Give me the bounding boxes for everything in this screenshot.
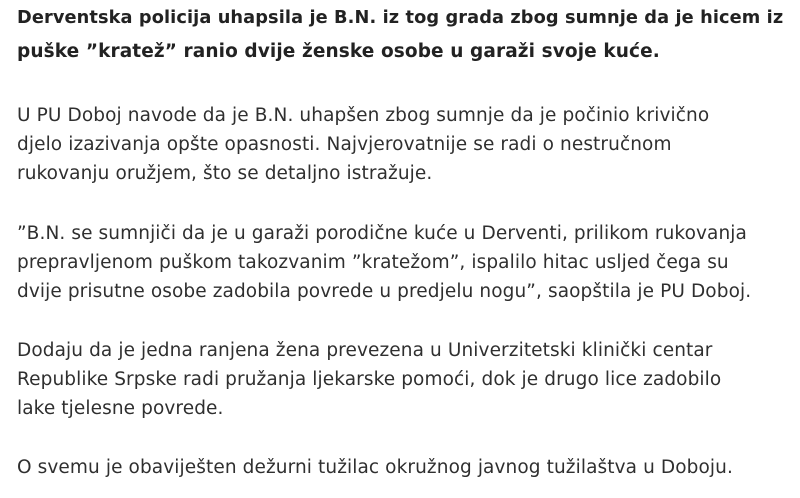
paragraph-line: rukovanju oružjem, što se detaljno istražuje. — [17, 163, 433, 184]
article-lead — [17, 2, 787, 68]
paragraph-line: Dodaju da je jedna ranjena žena prevezena u Univerzitetski klinički centar — [17, 340, 713, 361]
paragraph-line: O svemu je obaviješten dežurni tužilac okružnog javnog tužilaštva u Doboju. — [17, 457, 733, 478]
article-body — [17, 2, 787, 482]
paragraph-police-statement — [17, 101, 787, 188]
paragraph-line: U PU Doboj navode da je B.N. uhapšen zbog sumnje da je počinio krivično — [17, 105, 710, 126]
paragraph-line: dvije prisutne osobe zadobila povrede u predjelu nogu”, saopštila je PU Doboj. — [17, 281, 752, 302]
paragraph-injuries — [17, 336, 787, 423]
paragraph-line: prepravljenom puškom takozvanim ”kratežom”, ispalilo hitac usljed čega su — [17, 252, 729, 273]
paragraph-line: ”B.N. se sumnjiči da je u garaži porodične kuće u Derventi, prilikom rukovanja — [17, 223, 747, 244]
paragraph-line: djelo izazivanja opšte opasnosti. Najvjerovatnije se radi o nestručnom — [17, 134, 672, 155]
paragraph-quote — [17, 219, 787, 306]
paragraph-prosecutor — [17, 453, 787, 482]
lead-line: puške ”kratež” ranio dvije ženske osobe u garaži svoje kuće. — [17, 41, 660, 62]
paragraph-line: lake tjelesne povrede. — [17, 398, 224, 419]
lead-line: Derventska policija uhapsila je B.N. iz tog grada zbog sumnje da je hicem iz — [17, 8, 784, 28]
paragraph-line: Republike Srpske radi pružanja ljekarske pomoći, dok je drugo lice zadobilo — [17, 369, 722, 390]
